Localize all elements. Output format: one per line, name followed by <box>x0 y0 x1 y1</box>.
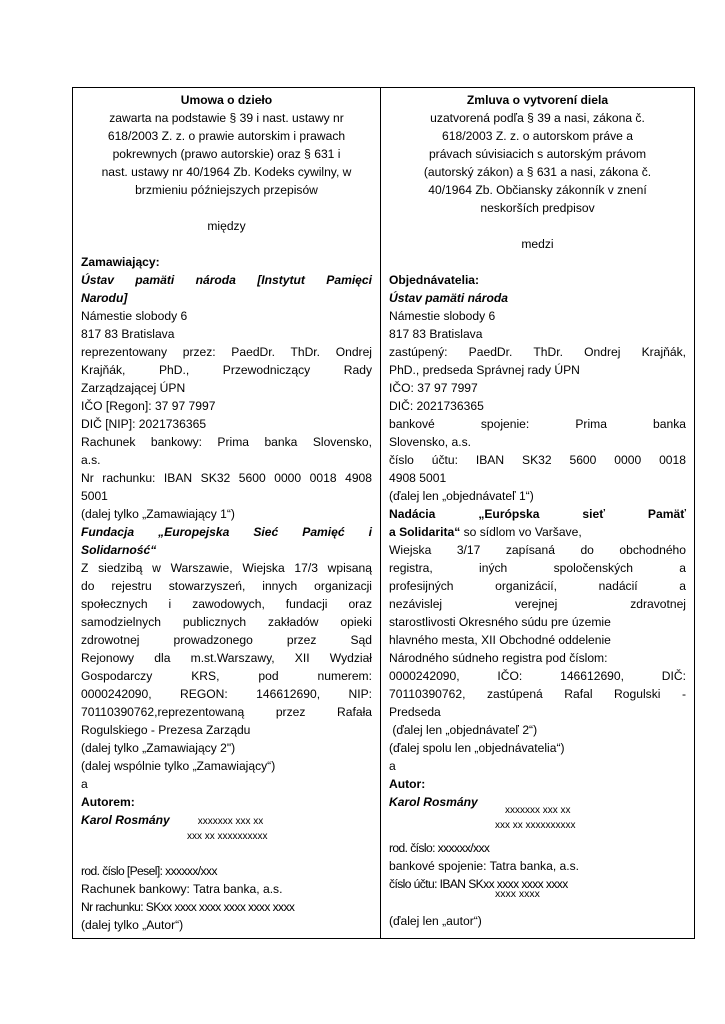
polish-author-account: Nr rachunku: SKxx xxxx xxxx xxxx xxxx xxxx <box>81 900 295 914</box>
polish-author-address: xxx xx xxxxxxxxxx <box>187 831 268 842</box>
polish-dic: DIČ [NIP]: 2021736365 <box>81 417 207 431</box>
slovak-column <box>381 88 695 939</box>
slovak-foundation-text: hlavného mesta, XII Obchodné oddelenie <box>389 633 611 647</box>
slovak-author-heading: Autor: <box>389 777 426 791</box>
slovak-foundation-text: registra, iných spoločenských a <box>389 561 686 575</box>
polish-intro-line: 618/2003 Z. z. o prawie autorskim i prawach <box>107 129 346 143</box>
slovak-between: medzi <box>521 237 554 251</box>
polish-column <box>73 88 381 939</box>
polish-institute-name-cont: Narodu] <box>81 291 128 305</box>
slovak-account: 4908 5001 <box>389 471 447 485</box>
slovak-foundation-text: profesijných organizácií, nadácií a <box>389 579 686 593</box>
polish-author-alias: (dalej tylko „Autor“) <box>81 918 184 932</box>
slovak-dic: DIČ: 2021736365 <box>389 399 484 413</box>
polish-alias-all: (dalej wspólnie tylko „Zamawiający“) <box>81 759 276 773</box>
slovak-ico: IČO: 37 97 7997 <box>389 381 478 395</box>
slovak-foundation-text: Predseda <box>389 705 441 719</box>
polish-bank: Rachunek bankowy: Prima banka Slovensko, <box>81 435 372 449</box>
slovak-foundation-text: Národného súdneho registra pod číslom: <box>389 651 608 665</box>
polish-intro-line: zawarta na podstawie § 39 i nast. ustawy nr <box>109 111 344 125</box>
slovak-author-account: číslo účtu: IBAN SKxx xxxx xxxx xxxx <box>389 877 568 891</box>
polish-author-row <box>81 811 372 829</box>
polish-institute-name: Ústav pamäti národa [Instytut Pamięci <box>81 273 372 287</box>
slovak-intro-line: právach súvisiacich s autorským právom <box>428 147 647 161</box>
bilingual-contract-table <box>72 87 695 939</box>
polish-intro-line: brzmieniu późniejszych przepisów <box>135 183 318 197</box>
polish-author-address: xxxxxxx xxx xx <box>197 816 264 827</box>
polish-author-bank: Rachunek bankowy: Tatra banka, a.s. <box>81 882 283 896</box>
polish-foundation-name-cont: Solidarność“ <box>81 543 157 557</box>
polish-client-heading: Zamawiający: <box>81 255 160 269</box>
slovak-institute-name: Ústav pamäti národa <box>389 291 508 305</box>
slovak-intro-line: (autorský zákon) a § 631 a nasi, zákona č. <box>423 165 652 179</box>
polish-representative: Krajňák, PhD., Przewodniczący Rady <box>81 363 372 377</box>
slovak-foundation-text: 70110390762, zastúpená Rafal Rogulski - <box>389 687 686 701</box>
slovak-foundation-line <box>389 523 686 541</box>
slovak-author-address: xxx xx xxxxxxxxxx <box>495 820 576 831</box>
slovak-client-heading: Objednávatelia: <box>389 273 480 287</box>
polish-institute-address: Námestie slobody 6 <box>81 309 188 323</box>
slovak-foundation-name-cont: a Solidarita“ <box>389 525 461 539</box>
polish-foundation-text: do rejestru stowarzyszeń, innych organizacji <box>81 579 372 593</box>
polish-account: 5001 <box>81 489 108 503</box>
slovak-account: číslo účtu: IBAN SK32 5600 0000 0018 <box>389 453 686 467</box>
slovak-bank: Slovensko, a.s. <box>389 435 472 449</box>
slovak-institute-address: 817 83 Bratislava <box>389 327 483 341</box>
polish-foundation-name: Fundacja „Europejska Sieć Pamięć i <box>81 525 372 539</box>
polish-foundation-text: zdrowotnej prowadzonego przez Sąd <box>81 633 372 647</box>
polish-foundation-text: Z siedzibą w Warszawie, Wiejska 17/3 wpisaną <box>81 561 372 575</box>
polish-foundation-text: 0000242090, REGON: 146612690, NIP: <box>81 687 372 701</box>
slovak-foundation-text: Wiejska 3/17 zapísaná do obchodného <box>389 543 686 557</box>
slovak-intro-line: neskorších predpisov <box>480 201 595 215</box>
polish-foundation-text: Rejonowy dla m.st.Warszawy, XII Wydział <box>81 651 372 665</box>
polish-representative: reprezentowany przez: PaedDr. ThDr. Ondrej <box>81 345 372 359</box>
slovak-author-alias: (ďalej len „autor“) <box>389 914 482 928</box>
slovak-title: Zmluva o vytvorení diela <box>466 93 609 107</box>
polish-bank: a.s. <box>81 453 101 467</box>
polish-foundation-text: 70110390762,reprezentowaną przez Rafała <box>81 705 372 719</box>
slovak-foundation-text: nezávislej verejnej zdravotnej <box>389 597 686 611</box>
polish-intro-line: nast. ustawy nr 40/1964 Zb. Kodeks cywilny, w <box>101 165 352 179</box>
polish-foundation-text: Rogulskiego - Prezesa Zarządu <box>81 723 251 737</box>
slovak-foundation-text: 0000242090, IČO: 146612690, DIČ: <box>389 669 686 683</box>
polish-and: a <box>81 777 88 791</box>
slovak-author-address: xxxxxxx xxx xx <box>505 805 571 816</box>
slovak-foundation-seat: so sídlom vo Varšave, <box>460 525 582 539</box>
polish-author-heading: Autorem: <box>81 795 135 809</box>
slovak-alias-all: (ďalej spolu len „objednávatelia“) <box>389 741 565 755</box>
slovak-alias-1: (ďalej len „objednávateľ 1“) <box>389 489 534 503</box>
polish-representative: Zarządzającej ÚPN <box>81 381 186 395</box>
polish-foundation-text: społecznych i zawodowych, fundacji oraz <box>81 597 372 611</box>
slovak-and: a <box>389 759 396 773</box>
polish-account: Nr rachunku: IBAN SK32 5600 0000 0018 4908 <box>81 471 372 485</box>
polish-author-pesel: rod. číslo [Pesel]: xxxxxx/xxx <box>81 864 217 878</box>
polish-intro-line: pokrewnych (prawo autorskie) oraz § 631 i <box>112 147 341 161</box>
slovak-intro-line: 618/2003 Z. z. o autorskom práve a <box>442 129 633 143</box>
polish-between: między <box>207 219 246 233</box>
slovak-bank: bankové spojenie: Prima banka <box>389 417 686 431</box>
polish-alias-2: (dalej tylko „Zamawiający 2") <box>81 741 236 755</box>
slovak-representative: zastúpený: PaedDr. ThDr. Ondrej Krajňák, <box>389 345 686 359</box>
slovak-author-rod: rod. číslo: xxxxxx/xxx <box>389 841 490 855</box>
slovak-institute-address: Námestie slobody 6 <box>389 309 496 323</box>
slovak-intro-line: 40/1964 Zb. Občiansky zákonník v znení <box>428 183 647 197</box>
polish-institute-address: 817 83 Bratislava <box>81 327 175 341</box>
polish-ico: IČO [Regon]: 37 97 7997 <box>81 399 216 413</box>
polish-author-name: Karol Rosmány <box>81 813 170 827</box>
slovak-representative: PhD., predseda Správnej rady ÚPN <box>389 363 580 377</box>
slovak-author-name: Karol Rosmány <box>389 795 478 809</box>
slovak-alias-2: (ďalej len „objednávateľ 2“) <box>389 723 538 737</box>
polish-foundation-text: samodzielnych publicznych zakładów opieki <box>81 615 372 629</box>
slovak-foundation-name: Nadácia „Európska sieť Pamäť <box>389 507 686 521</box>
slovak-intro-line: uzatvorená podľa § 39 a nasi, zákona č. <box>430 111 645 125</box>
polish-foundation-text: Gospodarczy KRS, pod numerem: <box>81 669 372 683</box>
polish-alias-1: (dalej tylko „Zamawiający 1“) <box>81 507 235 521</box>
slovak-author-bank: bankové spojenie: Tatra banka, a.s. <box>389 859 580 873</box>
slovak-author-account-cont: xxxx xxxx <box>495 888 540 900</box>
polish-title: Umowa o dzieło <box>180 93 273 107</box>
slovak-foundation-text: starostlivosti Okresného súdu pre územie <box>389 615 611 629</box>
